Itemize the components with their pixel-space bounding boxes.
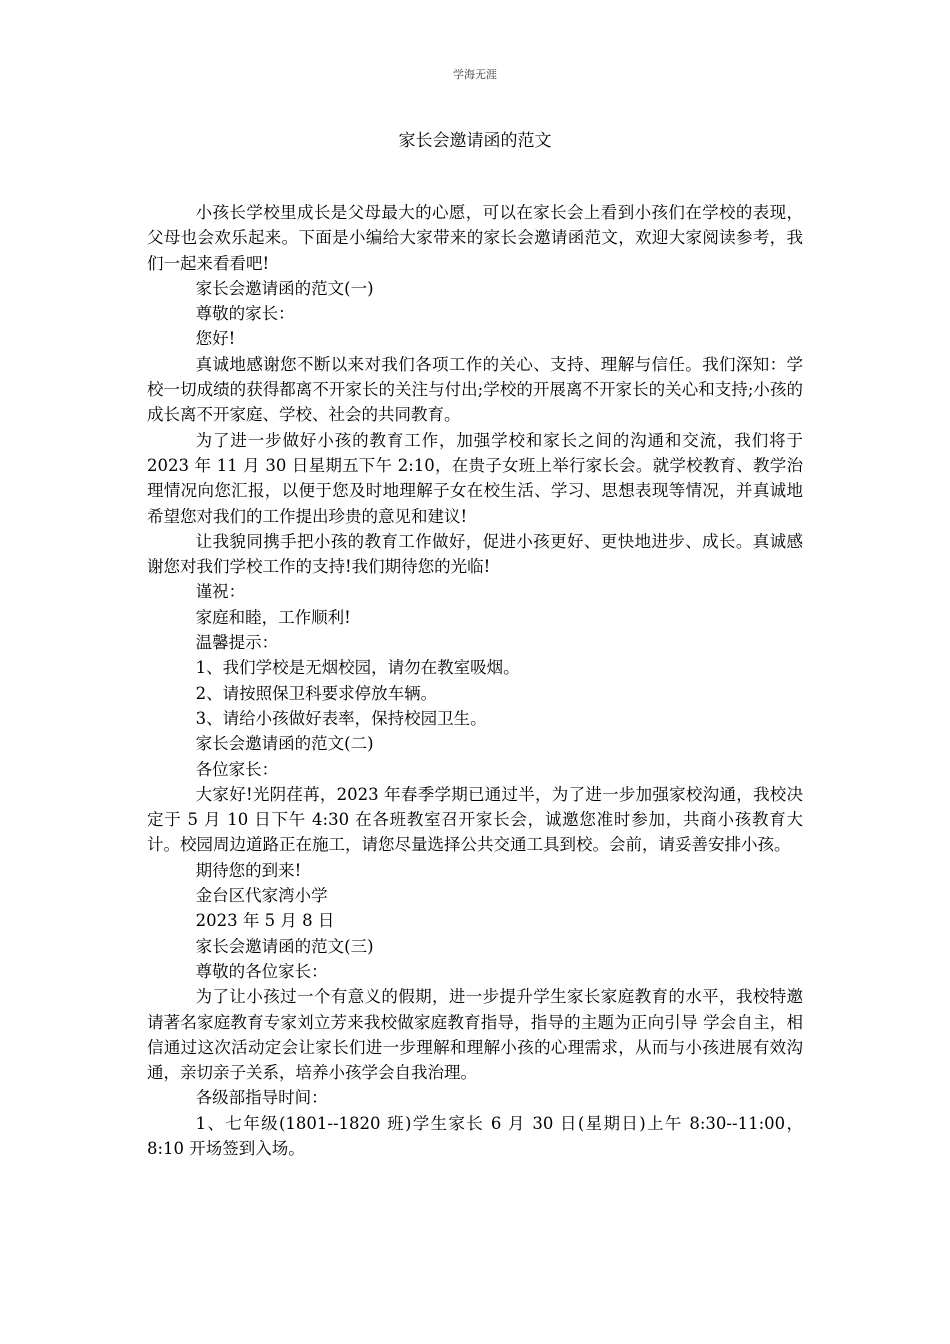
paragraph: 为了进一步做好小孩的教育工作，加强学校和家长之间的沟通和交流，我们将于 2023 年 11 月 30 日星期五下午 2:10，在贵子女班上举行家长会。就学校教育、教学治理情况向您汇报，以便于您及时地理解子女在校生活、学习、思想表现等情况，并真诚地希望您对我们的工作提出珍贵的意见和建议! — [147, 430, 803, 526]
schedule-heading: 各级部指导时间： — [195, 1088, 328, 1108]
date: 2023 年 5 月 8 日 — [195, 911, 335, 931]
schedule-item: 1、七年级(1801--1820 班)学生家长 6 月 30 日(星期日)上午 8:30--11:00，8:10 开场签到入场。 — [147, 1113, 803, 1158]
tip-item: 3、请给小孩做好表率，保持校园卫生。 — [195, 708, 487, 728]
page-header: 学海无涯 — [453, 68, 497, 81]
closing: 谨祝： — [195, 582, 246, 602]
closing: 期待您的到来! — [195, 860, 302, 880]
paragraph: 大家好!光阴荏苒，2023 年春季学期已通过半，为了进一步加强家校沟通，我校决定于 5 月 10 日下午 4:30 在各班教室召开家长会，诚邀您准时参加，共商小孩教育大计。校园周边道路正在施工，请您尽量选择公共交通工具到校。会前，请妥善安排小孩。 — [147, 784, 803, 855]
salutation: 尊敬的各位家长： — [195, 961, 328, 981]
intro-paragraph: 小孩长学校里成长是父母最大的心愿，可以在家长会上看到小孩们在学校的表现，父母也会欢乐起来。下面是小编给大家带来的家长会邀请函范文，欢迎大家阅读参考，我们一起来看看吧! — [147, 203, 803, 273]
salutation: 各位家长： — [195, 759, 279, 779]
paragraph: 真诚地感谢您不断以来对我们各项工作的关心、支持、理解与信任。我们深知：学校一切成绩的获得都离不开家长的关注与付出;学校的开展离不开家长的关心和支持;小孩的成长离不开家庭、学校、社会的共同教育。 — [147, 354, 803, 425]
paragraph: 让我貌同携手把小孩的教育工作做好，促进小孩更好、更快地进步、成长。真诚感谢您对我们学校工作的支持!我们期待您的光临! — [147, 531, 803, 577]
tip-item: 1、我们学校是无烟校园，请勿在教室吸烟。 — [195, 658, 520, 678]
document-title: 家长会邀请函的范文 — [398, 131, 552, 151]
paragraph: 为了让小孩过一个有意义的假期，进一步提升学生家长家庭教育的水平，我校特邀请著名家庭教育专家刘立芳来我校做家庭教育指导，指导的主题为正向引导 学会自主，相信通过这次活动定会让家长们进一步理解和理解小孩的心理需求，从而与小孩进展有效沟通，亲切亲子关系，培养小孩学会自我治理。 — [147, 987, 803, 1083]
document-body — [147, 200, 803, 1161]
greeting: 您好! — [195, 329, 236, 349]
closing-wish: 家庭和睦，工作顺利! — [195, 607, 351, 627]
salutation: 尊敬的家长： — [195, 304, 295, 324]
section-heading-3: 家长会邀请函的范文(三) — [195, 936, 374, 956]
tip-item: 2、请按照保卫科要求停放车辆。 — [195, 683, 438, 703]
section-heading-2: 家长会邀请函的范文(二) — [195, 734, 374, 754]
signature: 金台区代家湾小学 — [195, 886, 328, 906]
section-heading-1: 家长会邀请函的范文(一) — [195, 278, 374, 298]
tips-heading: 温馨提示： — [195, 633, 279, 653]
